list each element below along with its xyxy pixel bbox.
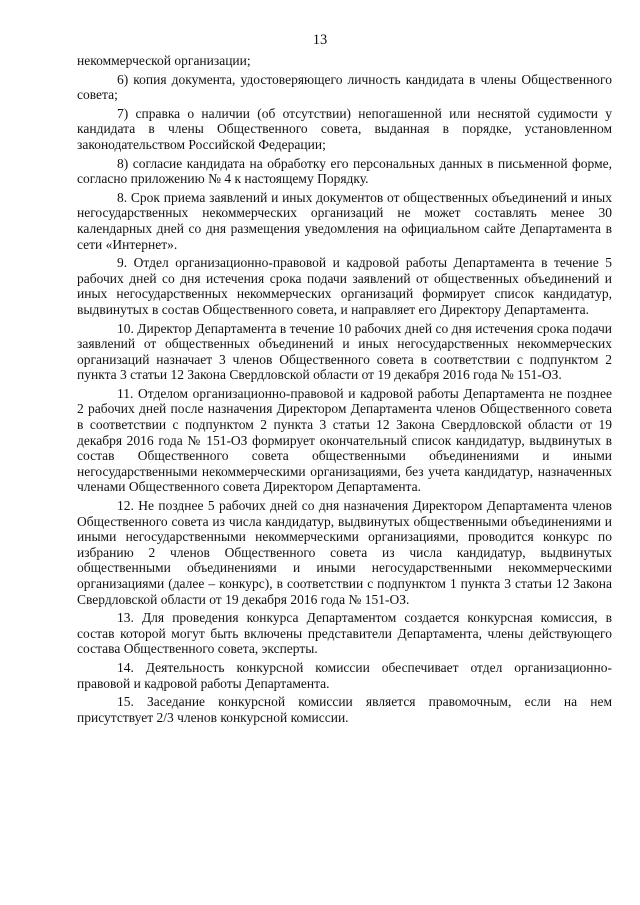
paragraph-clause-9: 9. Отдел организационно-правовой и кадровой работы Департамента в течение 5 рабочих дней со дня истечения срока подачи заявлений от общественных объединений и иных негосударственных некоммерческих организаций формирует список кандидатур, выдвинутых в состав Общественного совета, и направляет его Директору Департамента.: [77, 255, 612, 317]
paragraph-clause-14: 14. Деятельность конкурсной комиссии обеспечивает отдел организационно-правовой и кадровой работы Департамента.: [77, 659, 612, 691]
paragraph-continuation: некоммерческой организации;: [77, 53, 251, 68]
paragraph-clause-11: 11. Отделом организационно-правовой и кадровой работы Департамента не позднее 2 рабочих дней после назначения Директором Департамента членов Общественного совета в соответствии с подпунктом 2 пункта 3 статьи 12 Закона Свердловской области от 19 декабря 2016 года № 151-ОЗ формирует окончательный список кандидатур, выдвинутых в состав Общественного совета общественными объединениями и иными негосударственными некоммерческими организациями, без учета кандидатур, назначенных членами Общественного совета Директором Департамента.: [77, 385, 612, 495]
document-body: [77, 53, 612, 728]
paragraph-item-6: 6) копия документа, удостоверяющего личность кандидата в члены Общественного совета;: [77, 71, 612, 103]
paragraph-clause-13: 13. Для проведения конкурса Департаментом создается конкурсная комиссия, в состав которой могут быть включены представители Департамента, члены действующего состава Общественного совета, эксперты.: [77, 610, 612, 657]
paragraph-clause-8: 8. Срок приема заявлений и иных документов от общественных объединений и иных негосударственных некоммерческих организаций не может составлять менее 30 календарных дней со дня размещения уведомления на официальном сайте Департамента в сети «Интернет».: [77, 189, 612, 252]
paragraph-clause-10: 10. Директор Департамента в течение 10 рабочих дней со дня истечения срока подачи заявлений от общественных объединений и иных негосударственных некоммерческих организаций назначает 3 членов Общественного совета в соответствии с подпунктом 2 пункта 3 статьи 12 Закона Свердловской области от 19 декабря 2016 года № 151-ОЗ.: [77, 320, 612, 383]
paragraph-clause-12: 12. Не позднее 5 рабочих дней со дня назначения Директором Департамента членов Общественного совета из числа кандидатур, выдвинутых общественными объединениями и иными негосударственными некоммерческими организациями, проводится конкурс по избранию 2 членов Общественного совета из числа кандидатур, выдвинутых общественными объединениями и иными негосударственными некоммерческими организациями (далее – конкурс), в соответствии с подпунктом 1 пункта 3 статьи 12 Закона Свердловской области от 19 декабря 2016 года № 151-ОЗ.: [77, 498, 612, 607]
paragraph-item-8-consent: 8) согласие кандидата на обработку его персональных данных в письменной форме, согласно приложению № 4 к настоящему Порядку.: [77, 155, 612, 187]
paragraph-item-7: 7) справка о наличии (об отсутствии) непогашенной или неснятой судимости у кандидата в члены Общественного совета, выданная в порядке, установленном законодательством Российской Федерации;: [77, 105, 612, 152]
page-number: 13: [312, 32, 328, 48]
paragraph-clause-15: 15. Заседание конкурсной комиссии является правомочным, если на нем присутствует 2/3 членов конкурсной комиссии.: [77, 694, 612, 725]
